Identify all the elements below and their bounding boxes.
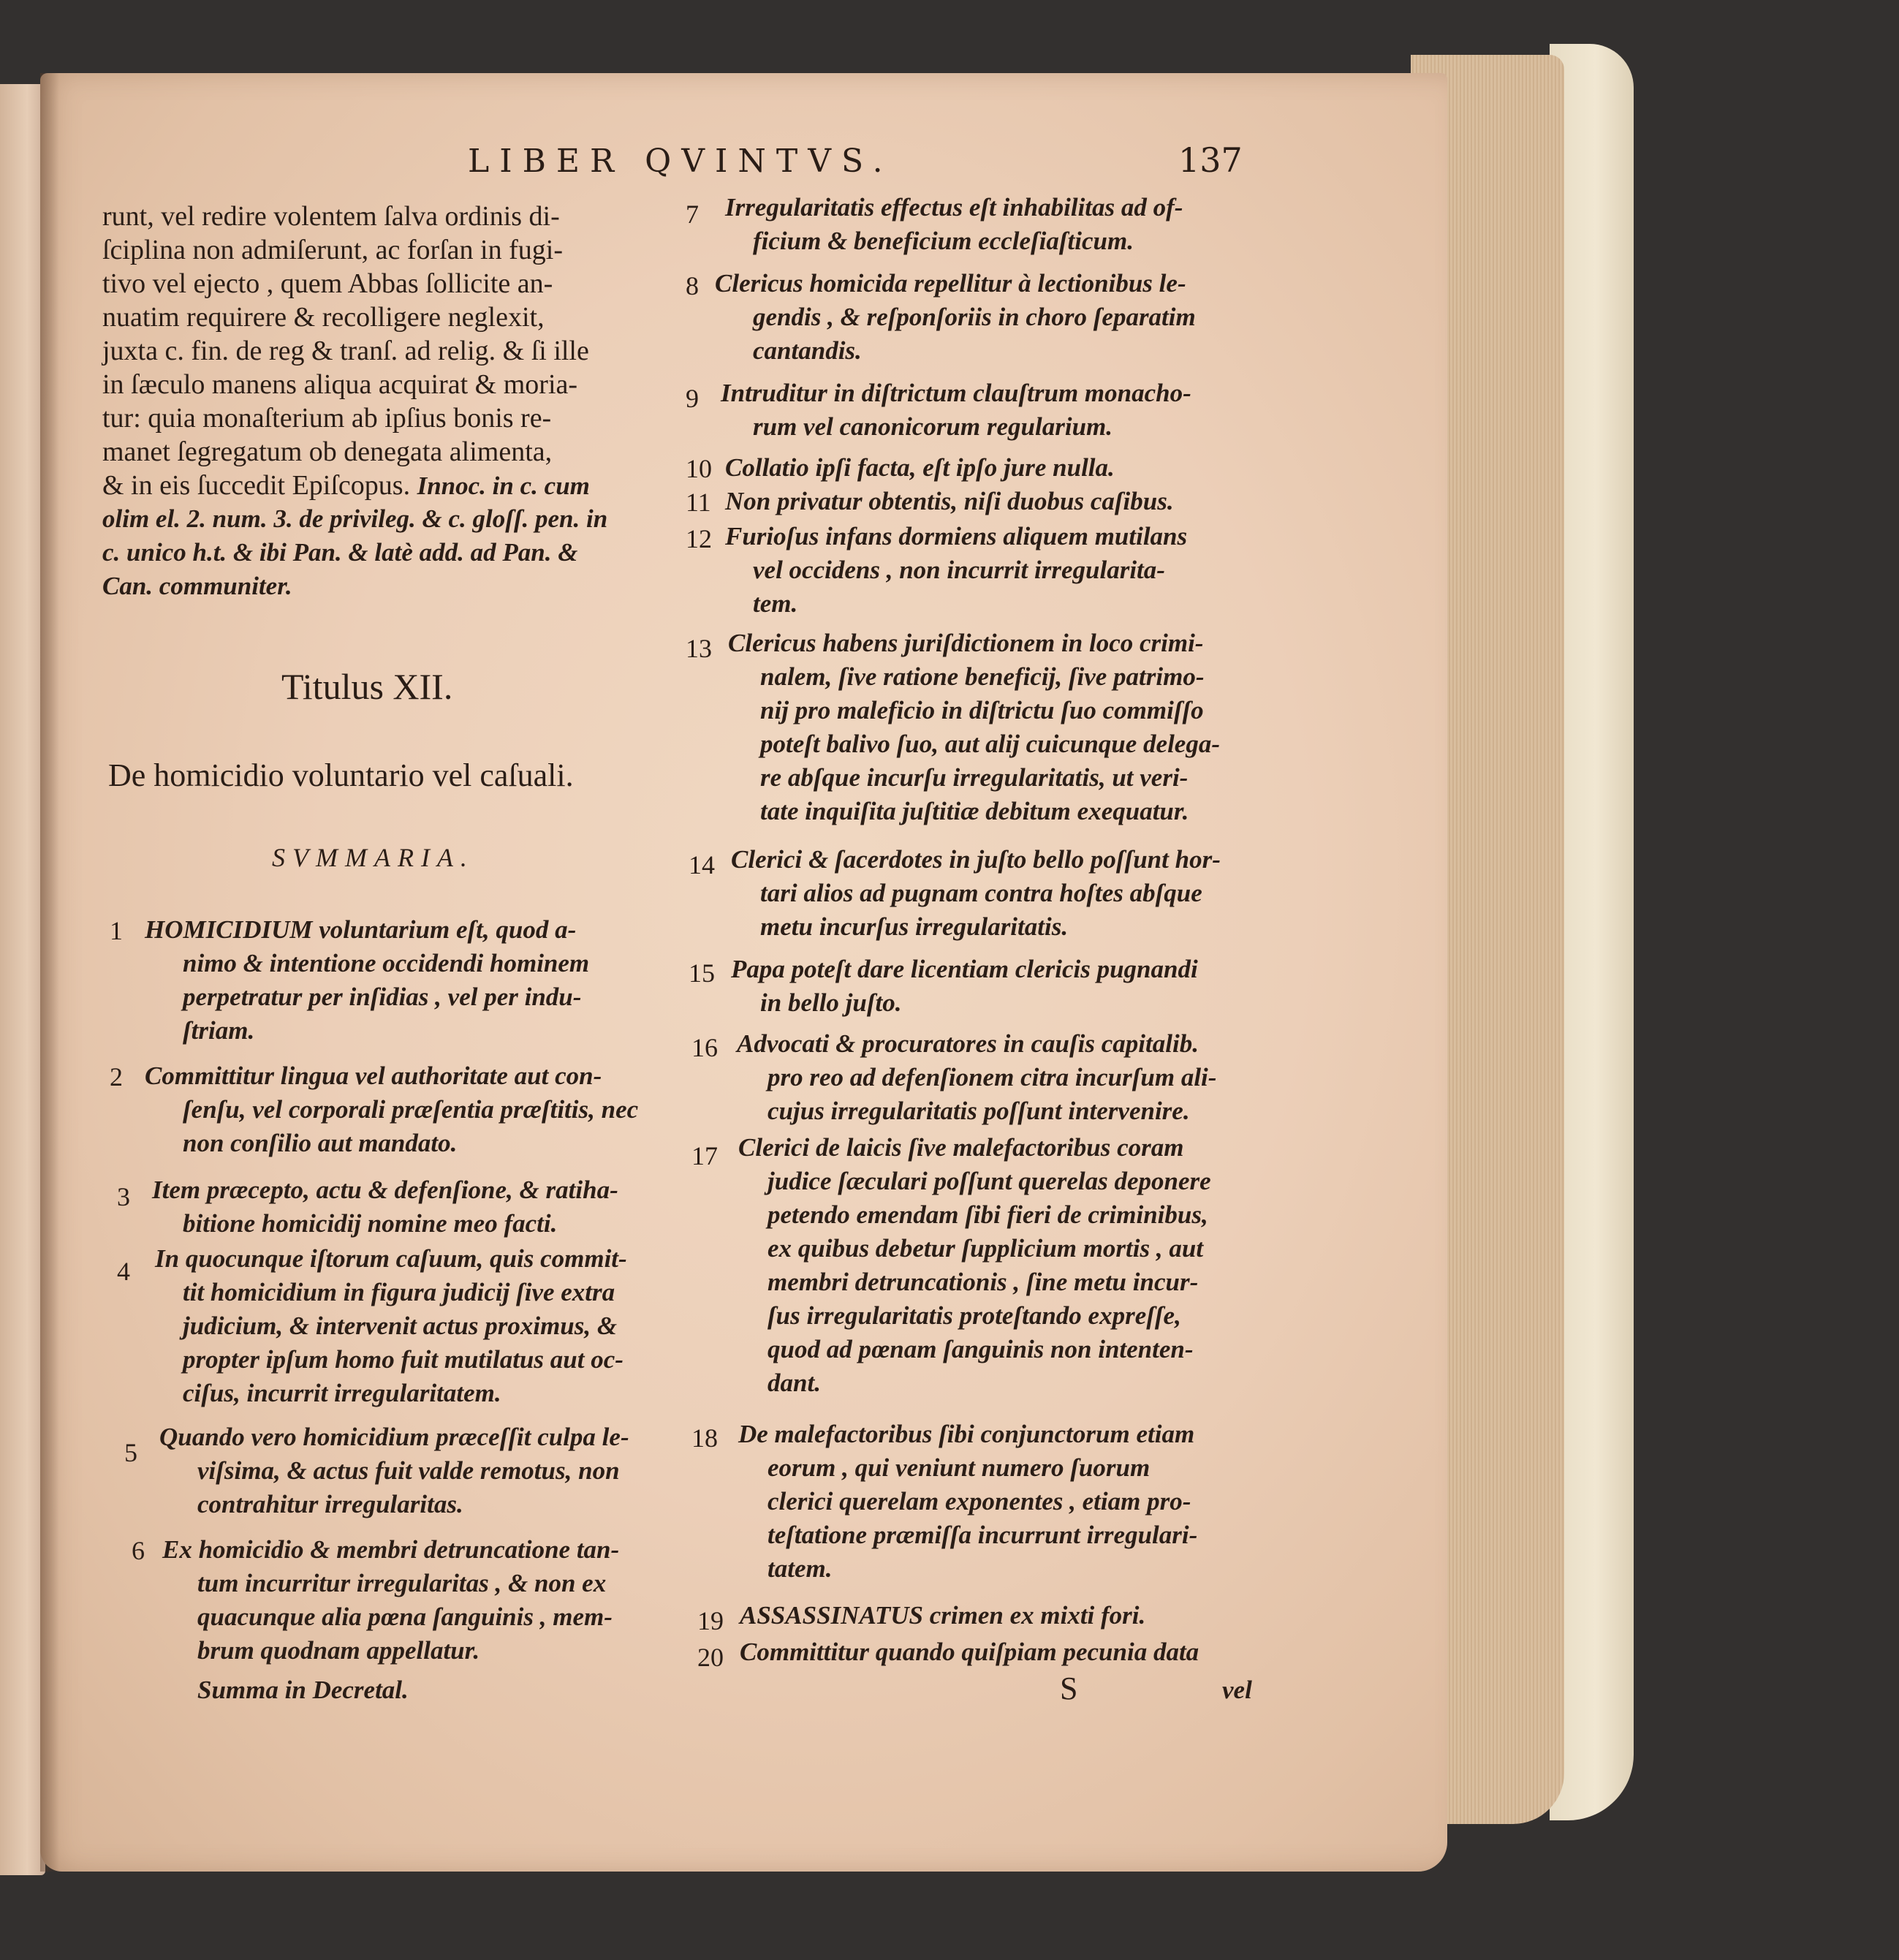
item-number: 17 <box>691 1141 718 1170</box>
item-number: 10 <box>686 454 712 483</box>
summary-line: ficium & beneficium eccleſiaſticum. <box>753 227 1134 255</box>
summary-line: ex quibus debetur ſupplicium mortis , aut <box>767 1234 1204 1263</box>
summary-line: tate inquiſita juſtitiæ debitum exequatur. <box>760 797 1189 825</box>
summary-line: cantandis. <box>753 336 862 365</box>
item-number: 5 <box>124 1438 137 1467</box>
footer-note: Summa in Decretal. <box>197 1676 409 1704</box>
summary-line: brum quodnam appellatur. <box>197 1636 480 1665</box>
body-line: nuatim requirere & recolligere neglexit, <box>102 302 545 333</box>
summary-line: cujus irregularitatis poſſunt intervenire. <box>767 1097 1190 1125</box>
item-number: 7 <box>686 200 699 229</box>
item-number: 15 <box>689 958 715 988</box>
gutter-shadow <box>40 73 59 1872</box>
summary-line: perpetratur per inſidias , vel per indu- <box>183 983 582 1011</box>
left-page-edge <box>0 84 45 1875</box>
summary-line: membri detruncationis , ſine metu incur- <box>767 1268 1199 1296</box>
body-line: in ſæculo manens aliqua acquirat & moria- <box>102 369 578 400</box>
summary-line: judice ſæculari poſſunt querelas deponere <box>767 1167 1211 1195</box>
summary-line: gendis , & reſponſoriis in choro ſeparatim <box>753 303 1196 331</box>
summary-line: eorum , qui veniunt numero ſuorum <box>767 1453 1151 1482</box>
item-number: 9 <box>686 384 699 413</box>
body-line: tur: quia monaſterium ab ipſius bonis re- <box>102 403 552 434</box>
summaria-heading: SVMMARIA. <box>272 843 474 872</box>
summary-line: tem. <box>753 589 798 618</box>
section-title: Titulus XII. <box>281 666 453 707</box>
summary-line: nimo & intentione occidendi hominem <box>183 949 590 977</box>
summary-line: ſus irregularitatis proteſtando expreſſe, <box>767 1301 1181 1330</box>
summary-line: dant. <box>767 1369 821 1397</box>
item-number: 1 <box>110 916 123 945</box>
summary-line: ſenſu, vel corporali præſentia præſtitis, nec <box>183 1095 639 1124</box>
summary-line: tatem. <box>767 1554 833 1583</box>
body-line: runt, vel redire volentem ſalva ordinis di- <box>102 201 560 232</box>
summary-line: Collatio ipſi facta, eſt ipſo jure nulla. <box>725 453 1115 482</box>
item-number: 2 <box>110 1062 123 1091</box>
summary-line: propter ipſum homo fuit mutilatus aut oc- <box>183 1345 623 1374</box>
summary-line: Irregularitatis effectus eſt inhabilitas ad of- <box>725 193 1183 222</box>
summary-line: In quocunque iſtorum caſuum, quis commit- <box>155 1244 627 1273</box>
citation-line: Can. communiter. <box>102 572 292 600</box>
summary-line: bitione homicidij nomine meo facti. <box>183 1209 558 1238</box>
summary-line: Item præcepto, actu & defenſione, & ratiha- <box>152 1176 618 1204</box>
summary-line: quacunque alia pœna ſanguinis , mem- <box>197 1603 613 1631</box>
body-line <box>102 469 590 502</box>
summary-line: Clericus homicida repellitur à lectionibus le- <box>715 269 1186 298</box>
summary-line: in bello juſto. <box>760 988 902 1017</box>
citation-text: Innoc. in c. cum <box>417 472 590 500</box>
item-number: 12 <box>686 524 712 553</box>
signature-mark: S <box>1060 1670 1078 1706</box>
summary-line: Clerici & ſacerdotes in juſto bello poſſunt hor- <box>731 845 1221 874</box>
summary-line: Non privatur obtentis, niſi duobus caſibus. <box>725 487 1174 515</box>
summary-line: nalem, ſive ratione beneficij, ſive patrimo- <box>760 662 1205 691</box>
catchword: vel <box>1222 1676 1252 1704</box>
summary-line: metu incurſus irregularitatis. <box>760 912 1069 941</box>
body-line: tivo vel ejecto , quem Abbas ſollicite an- <box>102 268 553 299</box>
citation-line: olim el. 2. num. 3. de privileg. & c. gloſſ. pen. in <box>102 504 608 533</box>
item-number: 3 <box>117 1182 130 1211</box>
item-number: 16 <box>691 1033 718 1062</box>
summary-line: vel occidens , non incurrit irregularita- <box>753 556 1165 584</box>
item-number: 13 <box>686 634 712 663</box>
body-line: juxta c. fin. de reg & tranſ. ad relig. & ſi ille <box>102 336 589 366</box>
summary-line: tit homicidium in figura judicij ſive extra <box>183 1278 615 1306</box>
summary-line: Committitur quando quiſpiam pecunia data <box>740 1638 1199 1666</box>
summary-line: Quando vero homicidium præceſſit culpa le- <box>159 1423 629 1451</box>
item-number: 11 <box>686 488 711 517</box>
summary-line: pro reo ad defenſionem citra incurſum ali- <box>767 1063 1217 1091</box>
item-number: 6 <box>132 1536 145 1565</box>
item-number: 4 <box>117 1257 130 1286</box>
section-subtitle: De homicidio voluntario vel caſuali. <box>108 757 574 793</box>
summary-line: Clericus habens juriſdictionem in loco crimi- <box>728 629 1204 657</box>
summary-line: petendo emendam ſibi fieri de criminibus, <box>767 1200 1208 1229</box>
summary-line: De malefactoribus ſibi conjunctorum etiam <box>738 1420 1195 1448</box>
body-text: & in eis ſuccedit Epiſcopus. <box>102 470 411 501</box>
summary-line: Papa poteſt dare licentiam clericis pugnandi <box>731 955 1198 983</box>
summary-line: Clerici de laicis ſive malefactoribus coram <box>738 1133 1184 1162</box>
summary-line: HOMICIDIUM voluntarium eſt, quod a- <box>145 915 577 944</box>
summary-line: tum incurritur irregularitas , & non ex <box>197 1569 607 1597</box>
item-number: 18 <box>691 1423 718 1453</box>
citation-line: c. unico h.t. & ibi Pan. & latè add. ad Pan. & <box>102 538 578 567</box>
summary-line: ciſus, incurrit irregularitatem. <box>183 1379 501 1407</box>
summary-line: non conſilio aut mandato. <box>183 1129 458 1157</box>
summary-line: nij pro maleficio in diſtrictu ſuo commiſſo <box>760 696 1204 724</box>
summary-line: teſtatione præmiſſa incurrunt irregulari- <box>767 1521 1198 1549</box>
item-number: 14 <box>689 850 715 879</box>
item-number: 19 <box>697 1606 724 1635</box>
summary-line: rum vel canonicorum regularium. <box>753 412 1113 441</box>
summary-line: quod ad pœnam ſanguinis non intenten- <box>767 1335 1194 1363</box>
summary-line: poteſt balivo ſuo, aut alij cuicunque delega- <box>760 730 1220 758</box>
summary-line: viſsima, & actus fuit valde remotus, non <box>197 1456 620 1485</box>
summary-line: tari alios ad pugnam contra hoſtes abſque <box>760 879 1202 907</box>
summary-line: ASSASSINATUS crimen ex mixti fori. <box>740 1601 1146 1630</box>
body-line: ſciplina non admiſerunt, ac forſan in fugi- <box>102 235 563 265</box>
running-title: LIBER QVINTVS. <box>468 143 893 180</box>
item-number: 8 <box>686 271 699 300</box>
page-number: 137 <box>1178 140 1243 180</box>
summary-line: Advocati & procuratores in cauſis capitalib. <box>737 1029 1199 1058</box>
summary-line: contrahitur irregularitas. <box>197 1490 463 1518</box>
summary-line: Furioſus infans dormiens aliquem mutilans <box>725 522 1188 550</box>
summary-line: clerici querelam exponentes , etiam pro- <box>767 1487 1191 1516</box>
summary-line: re abſque incurſu irregularitatis, ut veri- <box>760 763 1189 792</box>
summary-line: ſtriam. <box>183 1016 255 1045</box>
summary-line: judicium, & intervenit actus proximus, & <box>183 1312 618 1340</box>
summary-line: Intruditur in diſtrictum clauſtrum monacho- <box>721 379 1191 407</box>
body-line: manet ſegregatum ob denegata alimenta, <box>102 436 553 467</box>
summary-line: Ex homicidio & membri detruncatione tan- <box>162 1535 620 1564</box>
summary-line: Committitur lingua vel authoritate aut con- <box>145 1062 602 1090</box>
item-number: 20 <box>697 1643 724 1672</box>
